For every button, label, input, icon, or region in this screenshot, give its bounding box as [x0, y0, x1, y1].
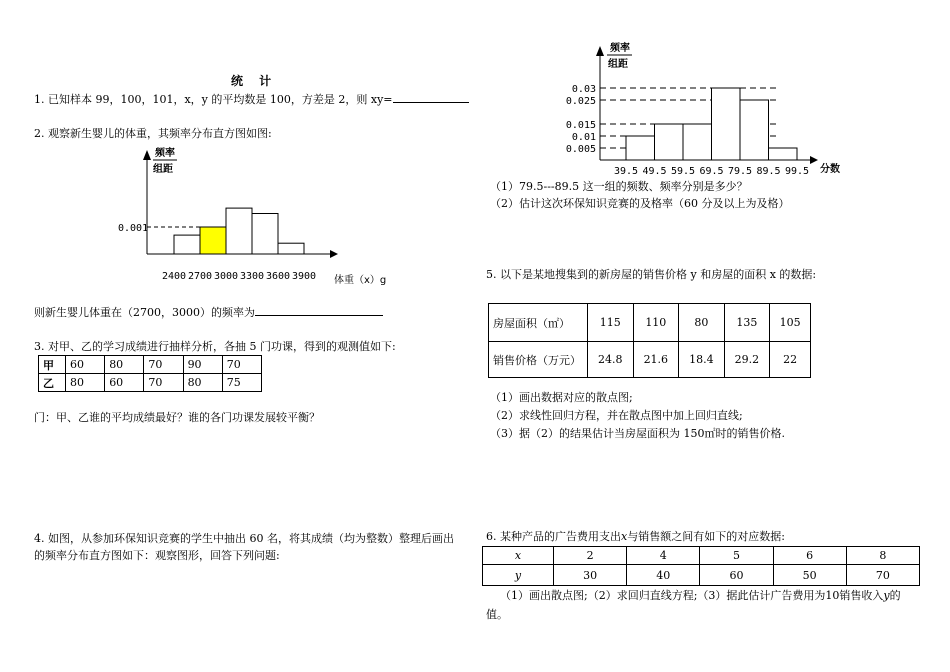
x-cell: 4 [627, 547, 700, 565]
price-cell: 18.4 [679, 342, 725, 378]
question-5-text: 5. 以下是某地搜集到的新房屋的销售价格 y 和房屋的面积 x 的数据: [486, 268, 817, 281]
score-cell: 80 [66, 374, 105, 392]
y-row [483, 565, 920, 586]
area-cell: 115 [588, 304, 634, 342]
x-cell: 6 [773, 547, 846, 565]
question-4-line-1: 4. 如图，从参加环保知识竞赛的学生中抽出 60 名，将其成绩（均为整数）整理后画出 [34, 532, 454, 545]
area-cell: 80 [679, 304, 725, 342]
question-6-text-b: 与销售额之间有如下的对应数据: [627, 530, 785, 543]
y-tick-label: 0.03 [571, 84, 596, 95]
question-6-line-1-b: 的 [889, 589, 901, 602]
question-4-line-2: 的频率分布直方图如下：观察图形，回答下列问题: [34, 549, 280, 562]
histogram-bar [683, 124, 712, 160]
y-tick-label: 0.01 [571, 132, 596, 143]
y-axis-label-bottom: 组距 [608, 59, 628, 70]
score-cell: 60 [105, 374, 144, 392]
y-axis-label-top: 频率 [610, 43, 630, 54]
score-cell: 70 [144, 374, 183, 392]
question-3-text: 3. 对甲、乙的学习成绩进行抽样分析，各抽 5 门功课，得到的观测值如下: [34, 340, 396, 353]
score-cell: 80 [105, 356, 144, 374]
advertising-table [482, 546, 920, 586]
y-axis-label-bottom: 组距 [153, 164, 173, 175]
price-cell: 22 [770, 342, 811, 378]
y-cell: 60 [700, 565, 773, 586]
housing-table [488, 303, 811, 378]
histogram-bar [769, 148, 798, 160]
question-1-text: 1. 已知样本 99，100，101，x，y 的平均数是 100，方差是 2，则 xy= [34, 93, 393, 106]
y-tick-label: 0.001 [118, 223, 149, 234]
score-cell: 60 [66, 356, 105, 374]
variable-x: x [621, 530, 628, 543]
price-cell: 21.6 [633, 342, 679, 378]
area-cell: 135 [724, 304, 770, 342]
score-cell: 90 [183, 356, 222, 374]
question-6-line-1-a: （1）画出散点图;（2）求回归直线方程;（3）据此估计广告费用为10销售收入 [500, 589, 884, 602]
x-tick-label: 3000 [213, 271, 239, 282]
y-axis-arrow [596, 46, 604, 56]
histogram-bar [712, 88, 741, 160]
y-cell: 30 [554, 565, 627, 586]
x-tick-label: 2700 [187, 271, 213, 282]
x-cell: 2 [554, 547, 627, 565]
price-row [489, 342, 811, 378]
student-label: 乙 [39, 374, 66, 392]
histogram-bar [740, 100, 769, 160]
area-row [489, 304, 811, 342]
question-6-line-2: 值。 [486, 608, 508, 621]
x-axis-arrow [810, 156, 818, 164]
x-tick-label: 59.5 [670, 166, 696, 177]
y-cell: 50 [773, 565, 846, 586]
price-label: 销售价格（万元） [489, 342, 588, 378]
histogram-bar [626, 136, 655, 160]
x-tick-label: 3300 [239, 271, 265, 282]
price-cell: 29.2 [724, 342, 770, 378]
question-6-line-1 [500, 589, 901, 603]
x-label: x [483, 547, 554, 565]
question-4-sub-1: （1）79.5---89.5 这一组的频数、频率分别是多少？ [490, 180, 748, 193]
score-cell: 70 [144, 356, 183, 374]
question-2-text: 2. 观察新生婴儿的体重，其频率分布直方图如图: [34, 127, 272, 140]
price-cell: 24.8 [588, 342, 634, 378]
student-label: 甲 [39, 356, 66, 374]
question-5-sub-1: （1）画出数据对应的散点图; [490, 391, 633, 404]
x-tick-label: 79.5 [727, 166, 753, 177]
question-5-sub-3: （3）据（2）的结果估计当房屋面积为 150㎡时的销售价格. [490, 427, 785, 440]
y-label: y [483, 565, 554, 586]
y-tick-label: 0.025 [565, 96, 596, 107]
x-row [483, 547, 920, 565]
x-tick-label: 49.5 [642, 166, 667, 177]
score-cell: 80 [183, 374, 222, 392]
question-5-sub-2: （2）求线性回归方程，并在散点图中加上回归直线; [490, 409, 743, 422]
histogram-bar [655, 124, 684, 160]
question-6-text-a: 6. 某种产品的广告费用支出 [486, 530, 621, 543]
variable-y: y [883, 589, 890, 602]
x-tick-label: 3900 [291, 271, 317, 282]
x-tick-label: 39.5 [613, 166, 639, 177]
x-tick-label: 99.5 [784, 166, 810, 177]
question-4-sub-2: （2）估计这次环保知识竞赛的及格率（60 分及以上为及格） [490, 197, 790, 210]
y-tick-label: 0.015 [565, 120, 596, 131]
area-cell: 105 [770, 304, 811, 342]
x-cell: 8 [846, 547, 919, 565]
x-axis-label: 体重（x）g [334, 275, 387, 286]
y-tick-label: 0.005 [565, 144, 596, 155]
score-cell: 75 [222, 374, 261, 392]
area-cell: 110 [633, 304, 679, 342]
x-tick-label: 3600 [265, 271, 291, 282]
area-label: 房屋面积（㎡） [489, 304, 588, 342]
question-2-follow-text: 则新生婴儿体重在（2700，3000）的频率为 [34, 306, 255, 319]
question-6-text [486, 530, 785, 544]
x-cell: 5 [700, 547, 773, 565]
x-axis-label: 分数 [820, 164, 840, 175]
x-tick-label: 2400 [161, 271, 187, 282]
x-tick-label: 89.5 [756, 166, 781, 177]
y-axis-label-top: 频率 [155, 148, 175, 159]
y-cell: 40 [627, 565, 700, 586]
y-cell: 70 [846, 565, 919, 586]
page-title: 统 计 [231, 74, 278, 88]
question-3-followup: 门：甲、乙谁的平均成绩最好？谁的各门功课发展较平衡？ [34, 411, 320, 424]
score-cell: 70 [222, 356, 261, 374]
x-tick-label: 69.5 [699, 166, 724, 177]
